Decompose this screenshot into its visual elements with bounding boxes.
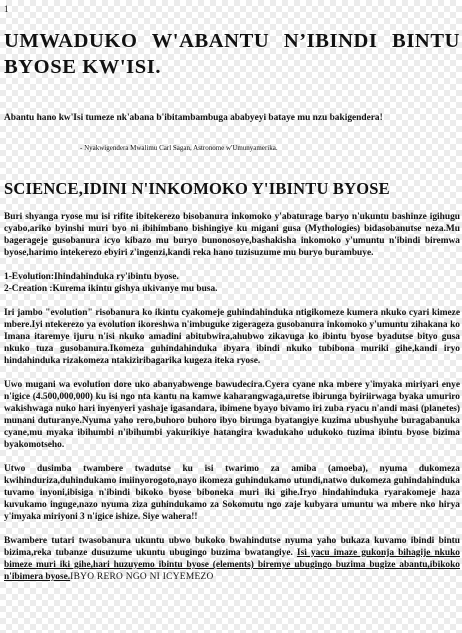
section-title: SCIENCE,IDINI N'INKOMOKO Y'IBINTU BYOSE: [4, 179, 390, 198]
body-paragraph-1: Buri shyanga ryose mu isi rifite ibitekerezo bisobanura inkomoko y'abaturage baryo n'ukuntu bashinze igihugu cyabo,ariko byinshi muri byo ni ibihimbano bishingiye ku migani gusa (Mythologies) bidasobanutse neza.Mu bagerageje gusobanura icyo kibazo mu buryo bunonosoye,bashakisha inkomoko y'umuntu n'ibindi biremwa byose,harimo intekerezo ebyiri z'ingenzi,kandi reka hano tuzisuzume mu buryo burambuye.: [4, 212, 460, 258]
document-title: UMWADUKO W'ABANTU N’IBINDI BINTU BYOSE KW'ISI.: [4, 30, 460, 78]
body-paragraph-2: Iri jambo "evolution" risobanura ko ikintu cyakomeje guhindahinduka ntigikomeze kumera nkuko cyari kimeze mbere.Iyi ntekerezo ya evolution ikoreshwa n'imbuguke zigerageza gusobanura inkomoko y'umuntu zihakana ko Imana itaremye ijuru n'isi nkuko amadini abitubwira,ahubwo zikavuga ko ibintu byose byadutse bityo gusa nkuko tuza gusobanura.Ikomeza guhindahinduka ibyara ibindi nkuko tubibona muriki gihe,kandi iryo hindahinduka rizakomeza ntakiziribagarika kugeza iteka ryose.: [4, 308, 460, 366]
body-paragraph-4: Utwo dusimba twambere twadutse ku isi twarimo za amiba (amoeba), nyuma dukomeza kwihinduriza,duhindukamo imiinyorogoto,nayo ikomeza guhindukamo utundi,natwo dukomeza guhindahinduka tuvamo inyoni,ibisiga n'ibindi bikoko byose biboneka muri iki gihe.Iryo hindahinduka ryarakomeje haza kuvukamo inguge,nazo nyuma ziza guhindukamo za Sokomutu ngo zaje kubyara umuntu wa mbere nko hirya y'imyaka miriyoni 3 n'igice ishize. Siye wahera!!: [4, 464, 460, 522]
paragraph-5-text: Bwambere tutari twasobanura ukuntu ubwo bukoko bwahindutse nyuma yaho bukaza kuvamo ibindi bintu bizima,reka tubanze dusuzume ukuntu ubugingo buzima bwatangiye.: [4, 536, 460, 558]
page-number: 1: [4, 4, 9, 14]
body-paragraph-3: Uwo mugani wa evolution dore uko abanyabwenge bawudecira.Cyera cyane nka mbere y'imyaka miriyari enye n'igice (4.500,000,000) ku isi ngo nta kantu na kamwe kaharangwaga,uretse ibirunga byiriirwaga byaka umuriro wakishwaga nuko hari inyenyeri yashaje igasandara, ibimene byayo bivamo iri zuba ryacu n'andi masi (planetes) munani duturanye.Nyuma yaho rero,buhoro buhoro ibyo birunga byatangiye kuzima ubushyuhe buragabanuka cyane,mu myaka ibihumbi n'ibihumbi yakurikiye hatangira kwadukaho udukoko tuzima ibintu byose bizima byakomotseho.: [4, 380, 460, 450]
quote-attribution: - Nyakwigendera Mwalimu Carl Sagan, Astronome w'Umunyamerika.: [80, 144, 278, 152]
paragraph-5-caps: IBYO RERO NGO NI ICYEMEZO: [70, 572, 214, 582]
body-paragraph-5: [4, 535, 460, 583]
paragraph-5-underlined: Isi yacu imaze gukonja bihagije nkuko bimeze muri iki gihe,hari huzuyemo ibintu byose (elements) biremye ubugingo buzima bugize abantu,ibikoko n'ibimera byose.: [4, 548, 460, 582]
theory-list: [4, 271, 460, 295]
intro-paragraph: Abantu hano kw'Isi tumeze nk'abana b'ibitambambuga ababyeyi bataye mu nzu bakigendera!: [4, 113, 383, 123]
list-item-creation: 2-Creation :Kurema ikintu gishya ukivanye mu busa.: [4, 284, 218, 294]
list-item-evolution: 1-Evolution:Ihindahinduka ry'ibintu byose.: [4, 272, 179, 282]
